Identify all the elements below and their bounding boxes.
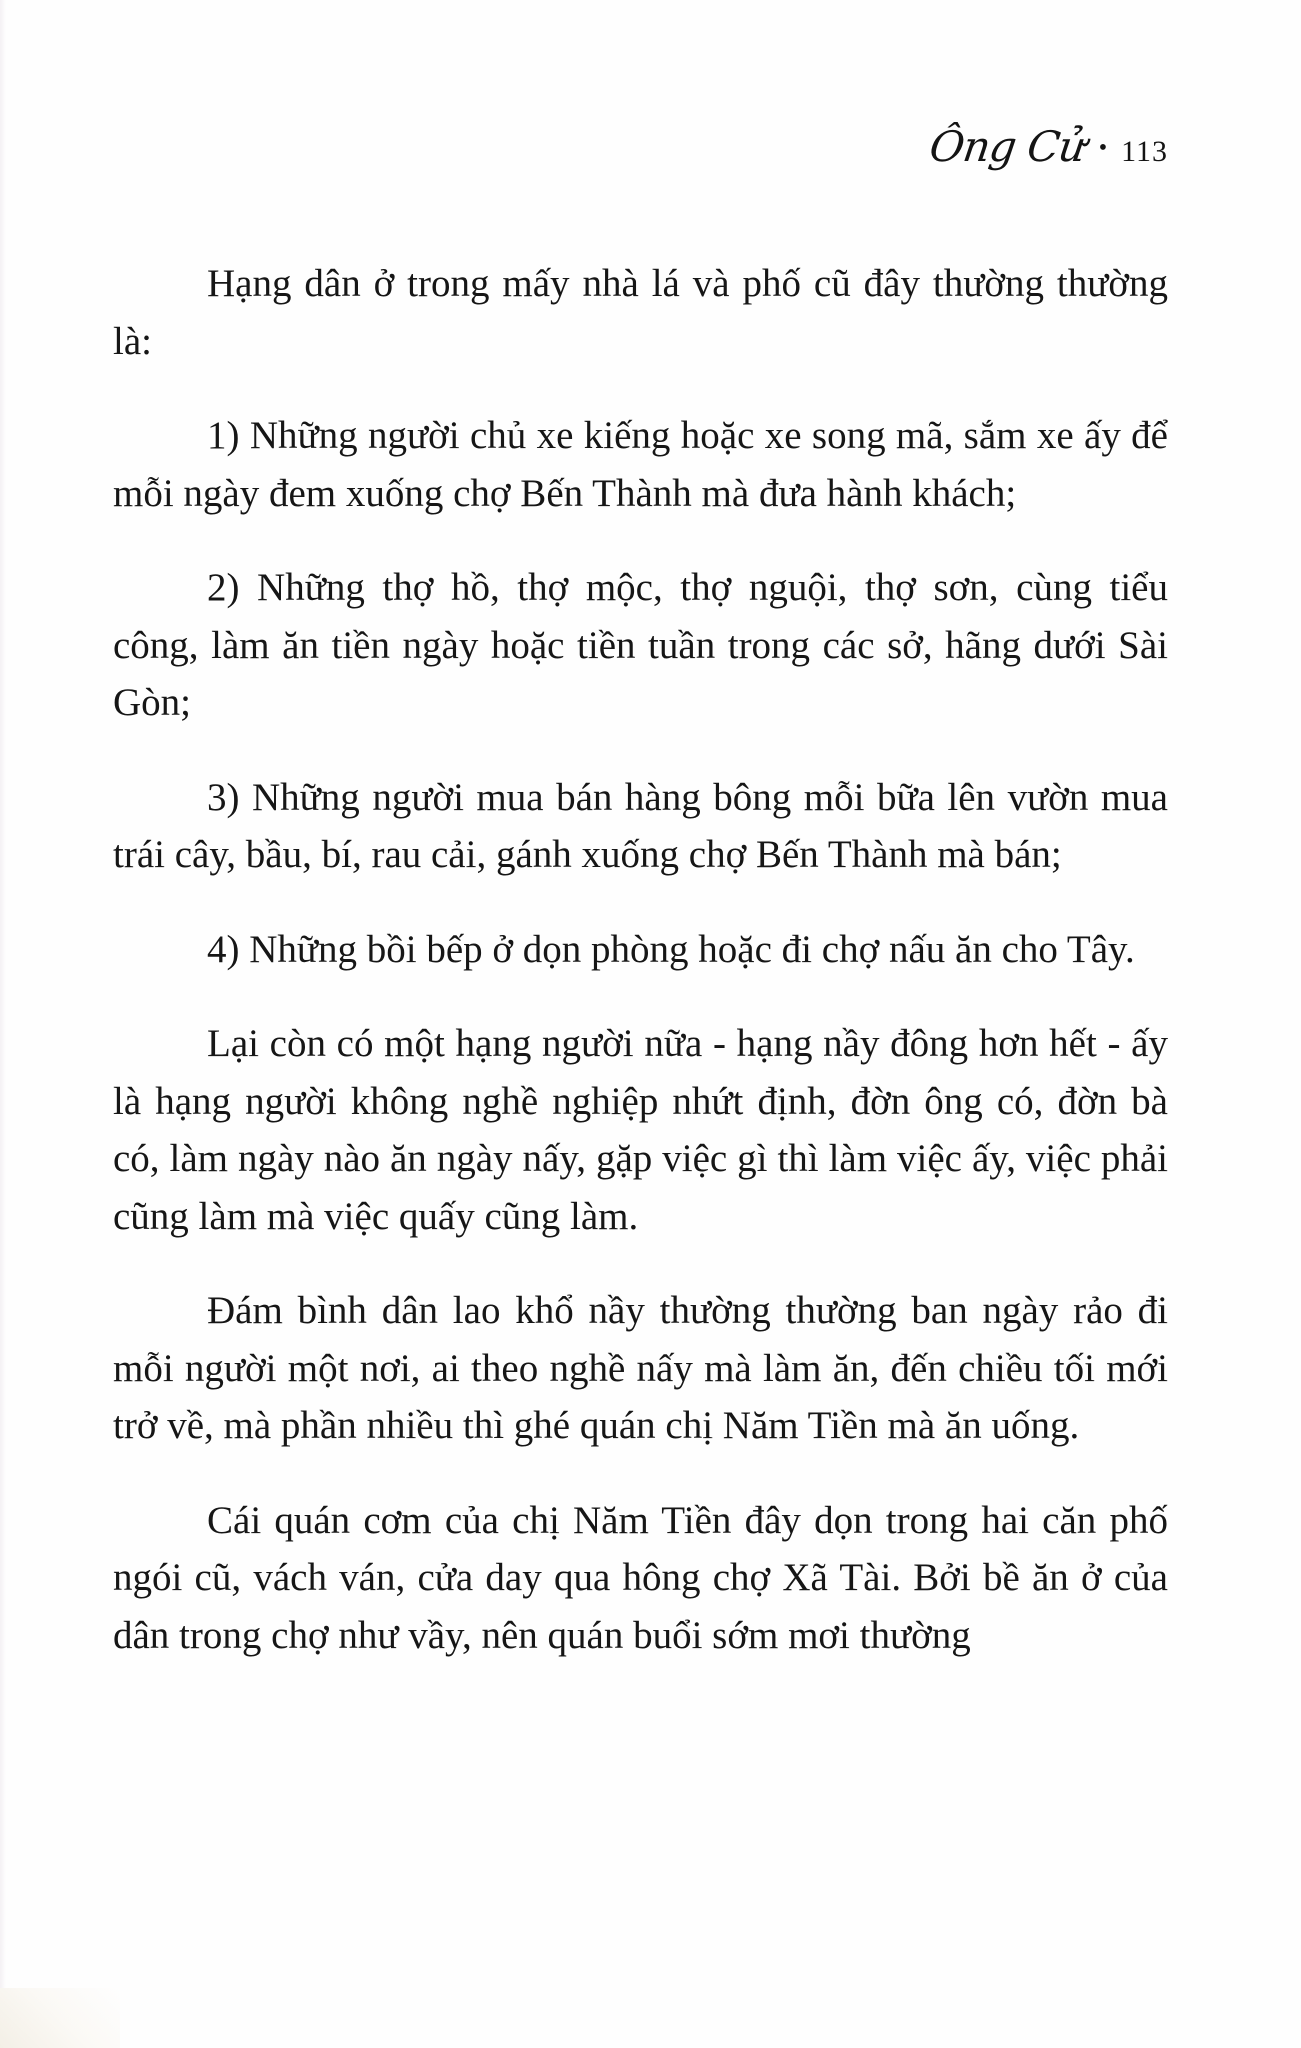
running-head (926, 122, 1168, 171)
paragraph-list-item-1: 1) Những người chủ xe kiếng hoặc xe song mã, sắm xe ấy để mỗi ngày đem xuống chợ Bến Thành mà đưa hành khách; (113, 414, 1168, 515)
page-number: 113 (1121, 135, 1168, 168)
paragraph-intro: Hạng dân ở trong mấy nhà lá và phố cũ đây thường thường là: (113, 262, 1168, 363)
body-text (113, 255, 1168, 1664)
paragraph-list-item-3: 3) Những người mua bán hàng bông mỗi bữa lên vườn mua trái cây, bầu, bí, rau cải, gánh xuống chợ Bến Thành mà bán; (113, 775, 1168, 876)
page-edge (0, 0, 6, 2048)
page-corner-shadow (0, 1988, 120, 2048)
paragraph: Cái quán cơm của chị Năm Tiền đây dọn trong hai căn phố ngói cũ, vách ván, cửa day qua hông chợ Xã Tài. Bởi bề ăn ở của dân trong chợ như vầy, nên quán buổi sớm mơi thường (113, 1498, 1168, 1657)
paragraph-list-item-4: 4) Những bồi bếp ở dọn phòng hoặc đi chợ nấu ăn cho Tây. (207, 927, 1135, 971)
paragraph-list-item-2: 2) Những thợ hồ, thợ mộc, thợ nguội, thợ sơn, cùng tiểu công, làm ăn tiền ngày hoặc tiền tuần trong các sở, hãng dưới Sài Gòn; (113, 566, 1168, 724)
paragraph: Lại còn có một hạng người nữa - hạng nầy đông hơn hết - ấy là hạng người không nghề nghiệp nhứt định, đờn ông có, đờn bà có, làm ngày nào ăn ngày nấy, gặp việc gì thì làm việc ấy, việc phải cũng làm mà việc quấy cũng làm. (113, 1022, 1168, 1238)
paragraph: Đám bình dân lao khổ nầy thường thường ban ngày rảo đi mỗi người một nơi, ai theo nghề nấy mà làm ăn, đến chiều tối mới trở về, mà phần nhiều thì ghé quán chị Năm Tiền mà ăn uống. (113, 1289, 1168, 1447)
book-title: Ông Cử (926, 122, 1089, 171)
separator-bullet: • (1098, 135, 1108, 161)
